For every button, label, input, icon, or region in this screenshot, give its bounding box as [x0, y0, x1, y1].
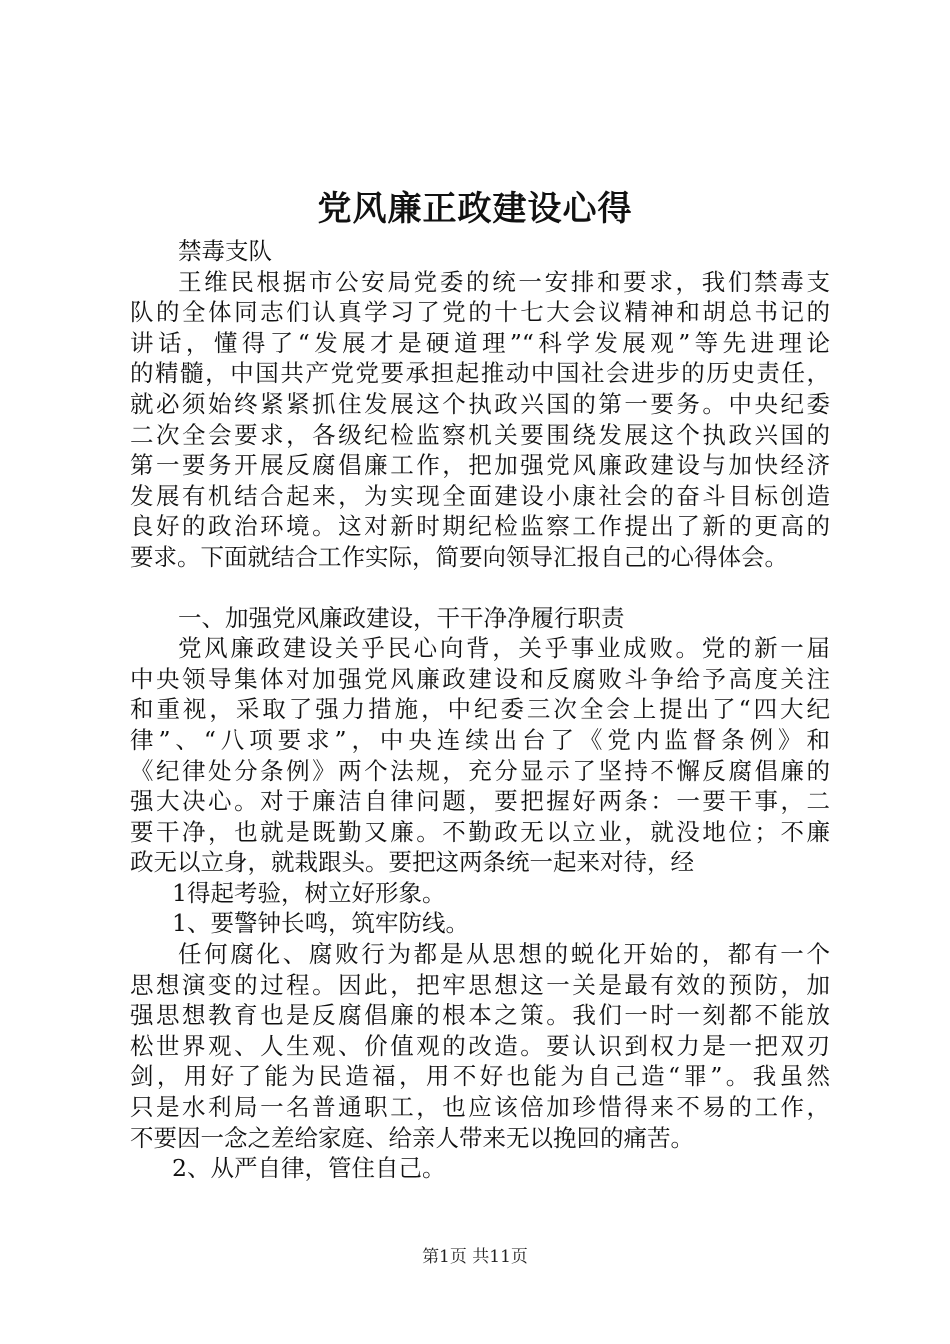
page-footer: 第1页 共11页: [422, 1247, 528, 1267]
paragraph-gap: [130, 573, 830, 603]
intro-line: 要求。下面就结合工作实际，简要向领导汇报自己的心得体会。: [130, 542, 788, 571]
section1-line: 党风廉政建设关乎民心向背，关乎事业成败。党的新一届: [178, 634, 830, 663]
subsection1-line: 只是水利局一名普通职工，也应该倍加珍惜得来不易的工作，: [130, 1093, 830, 1122]
subsection1-line: 剑，用好了能为民造福，用不好也能为自己造“罪”。我虽然: [130, 1062, 830, 1091]
subsection1-line: 松世界观、人生观、价值观的改造。要认识到权力是一把双刃: [130, 1031, 830, 1060]
subsection-heading: 2、从严自律，管住自己。: [172, 1154, 446, 1183]
intro-line: 队的全体同志们认真学习了党的十七大会议精神和胡总书记的: [130, 298, 830, 327]
author-line: 禁毒支队: [178, 237, 272, 265]
section-heading: 一、加强党风廉政建设，干干净净履行职责: [178, 603, 625, 632]
section1-line: 律”、“八项要求”，中央连续出台了《党内监督条例》和: [130, 725, 830, 754]
intro-line: 二次全会要求，各级纪检监察机关要围绕发展这个执政兴国的: [130, 420, 830, 449]
document-title: 党风廉正政建设心得: [317, 189, 633, 229]
section1-line: 《纪律处分条例》两个法规，充分显示了坚持不懈反腐倡廉的: [130, 756, 830, 785]
section1-line: 中央领导集体对加强党风廉政建设和反腐败斗争给予高度关注: [130, 664, 830, 693]
subsection-heading: 1、要警钟长鸣，筑牢防线。: [172, 909, 469, 938]
intro-line: 就必须始终紧紧抓住发展这个执政兴国的第一要务。中央纪委: [130, 389, 830, 418]
intro-paragraph: [130, 267, 830, 573]
subsection1-paragraph: [130, 939, 830, 1153]
subsection1-line: 强思想教育也是反腐倡廉的根本之策。我们一时一刻都不能放: [130, 1001, 830, 1030]
section1-line: 和重视，采取了强力措施，中纪委三次全会上提出了“四大纪: [130, 695, 830, 724]
intro-line: 第一要务开展反腐倡廉工作，把加强党风廉政建设与加快经济: [130, 451, 830, 480]
section1-paragraph: [130, 633, 830, 878]
intro-line: 发展有机结合起来，为实现全面建设小康社会的奋斗目标创造: [130, 481, 830, 510]
intro-line: 良好的政治环境。这对新时期纪检监察工作提出了新的更高的: [130, 512, 830, 541]
intro-line: 王维民根据市公安局党委的统一安排和要求，我们禁毒支: [178, 267, 830, 296]
section1-line: 要干净，也就是既勤又廉。不勤政无以立业，就没地位；不廉: [130, 817, 830, 846]
subsection1-line: 思想演变的过程。因此，把牢思想这一关是最有效的预防，加: [130, 970, 830, 999]
subsection1-line: 任何腐化、腐败行为都是从思想的蜕化开始的，都有一个: [178, 940, 830, 969]
document-body: [130, 236, 830, 1184]
intro-line: 的精髓，中国共产党党要承担起推动中国社会进步的历史责任，: [130, 359, 830, 388]
section1-line: 政无以立身，就栽跟头。要把这两条统一起来对待，经: [130, 848, 694, 877]
intro-line: 讲话，懂得了“发展才是硬道理”“科学发展观”等先进理论: [130, 328, 830, 357]
section1-continuation: 1得起考验，树立好形象。: [172, 878, 446, 907]
section1-line: 强大决心。对于廉洁自律问题，要把握好两条：一要干事，二: [130, 787, 830, 816]
subsection1-line: 不要因一念之差给家庭、给亲人带来无以挽回的痛苦。: [130, 1123, 694, 1152]
